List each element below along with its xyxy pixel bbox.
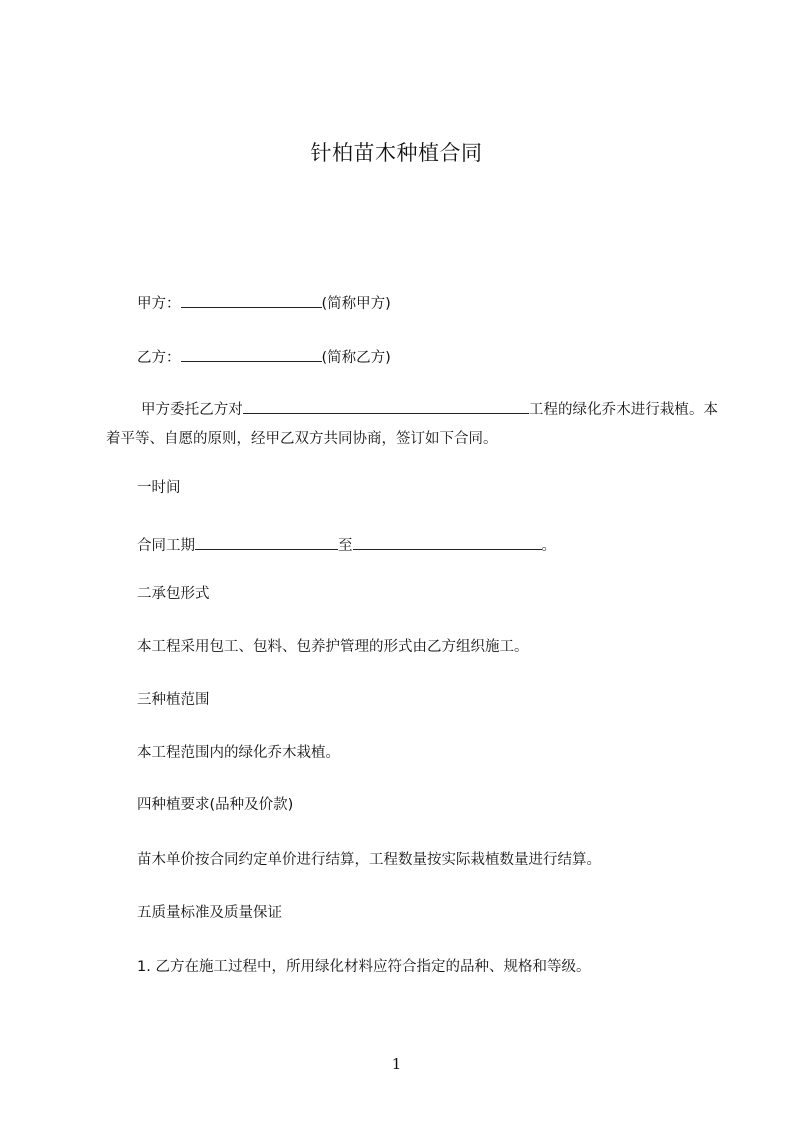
intro-paragraph <box>106 396 718 454</box>
page-number: 1 <box>391 1055 402 1073</box>
document-title: 针柏苗木种植合同 <box>310 141 483 165</box>
party-b-label: 乙方： <box>137 350 181 366</box>
period-to: 至 <box>338 538 353 554</box>
period-end-mark: 。 <box>541 538 556 554</box>
project-name-blank <box>243 398 529 414</box>
contract-form-text: 本工程采用包工、包料、包养护管理的形式由乙方组织施工。 <box>137 639 529 655</box>
party-a-line <box>137 292 391 312</box>
intro-prefix: 甲方委托乙方对 <box>141 402 243 418</box>
party-a-label: 甲方： <box>137 296 181 312</box>
section-heading-requirements: 四种植要求(品种及价款) <box>137 797 294 813</box>
party-a-blank <box>181 292 322 308</box>
scope-text: 本工程范围内的绿化乔木栽植。 <box>137 745 340 761</box>
section-heading-time: 一时间 <box>137 480 181 496</box>
quality-item-1: 1. 乙方在施工过程中，所用绿化材料应符合指定的品种、规格和等级。 <box>137 959 591 975</box>
requirements-text: 苗木单价按合同约定单价进行结算，工程数量按实际栽植数量进行结算。 <box>137 852 601 868</box>
party-b-line <box>137 346 391 366</box>
party-a-suffix: (简称甲方) <box>321 296 391 312</box>
section-heading-contract-form: 二承包形式 <box>137 586 210 602</box>
contract-period-line <box>137 534 556 554</box>
intro-suffix: 工程的绿化乔木进行栽植。本着平等、自愿的原则，经甲乙双方共同协商，签订如下合同。 <box>106 402 719 447</box>
period-end-blank <box>353 534 542 550</box>
period-start-blank <box>195 534 338 550</box>
party-b-blank <box>181 346 322 362</box>
contract-period-label: 合同工期 <box>137 538 195 554</box>
section-heading-quality: 五质量标准及质量保证 <box>137 905 282 921</box>
section-heading-scope: 三种植范围 <box>137 692 210 708</box>
party-b-suffix: (简称乙方) <box>321 350 391 366</box>
